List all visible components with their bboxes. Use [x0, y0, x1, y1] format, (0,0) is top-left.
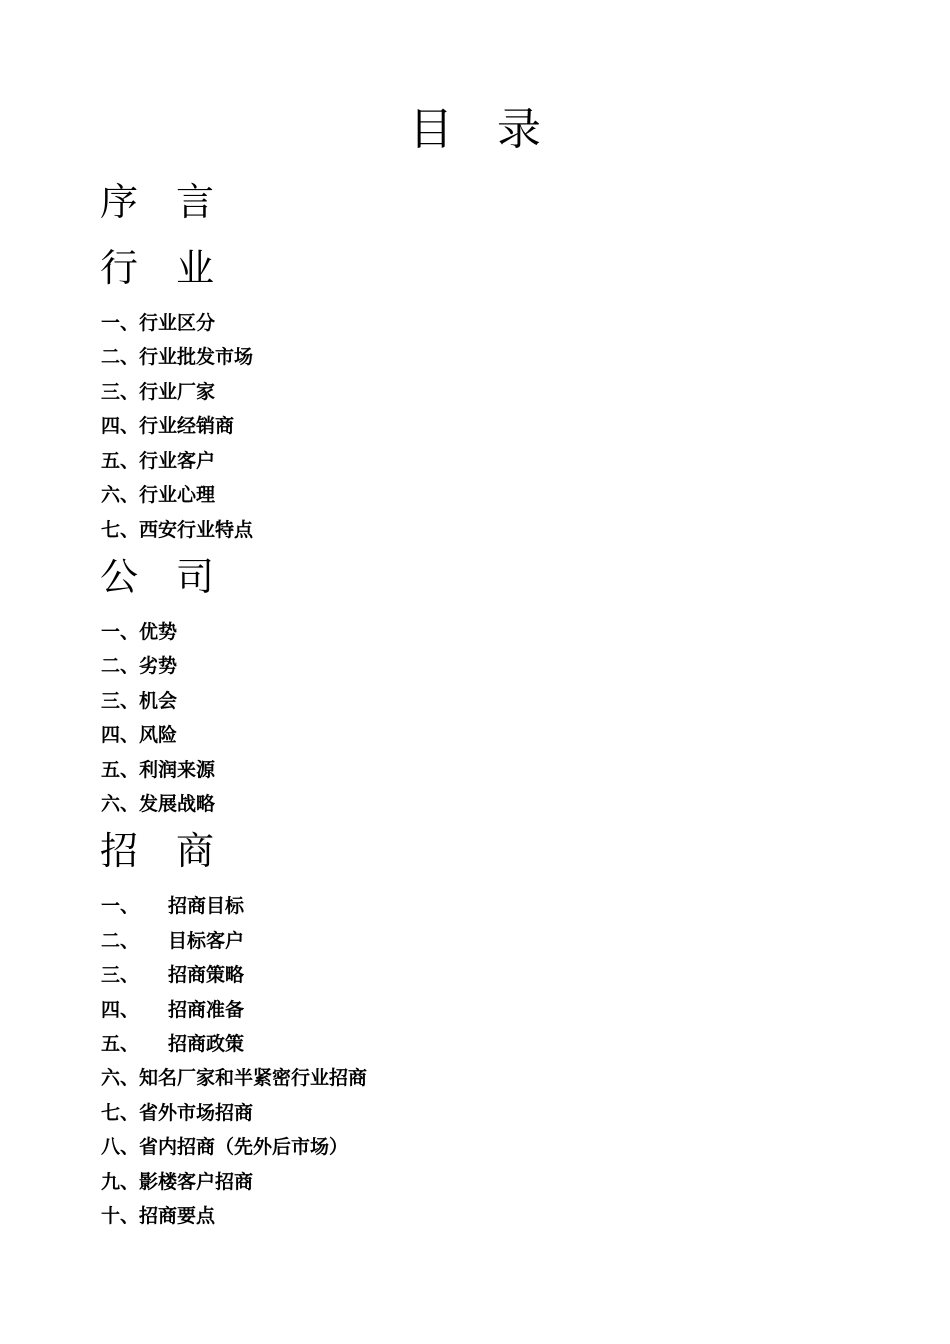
toc-item-number: 四、: [101, 999, 140, 1021]
toc-item-number: 五、: [101, 1033, 140, 1055]
toc-item: [101, 758, 215, 782]
toc-item-number: 三、: [101, 381, 140, 403]
toc-item-text: 行业心理: [139, 484, 216, 506]
toc-item-text: 招商政策: [168, 1033, 245, 1055]
toc-item-text: 影楼客户招商: [139, 1171, 254, 1193]
toc-item-number: 四、: [101, 415, 140, 437]
toc-item: [101, 345, 253, 369]
toc-item-number: 一、: [101, 895, 140, 917]
toc-item-number: 六、: [101, 793, 140, 815]
toc-item-text: 优势: [139, 621, 178, 643]
toc-item-text: 机会: [139, 690, 178, 712]
toc-item-number: 二、: [101, 346, 140, 368]
toc-item-number: 五、: [101, 759, 140, 781]
toc-item: [101, 620, 177, 644]
toc-item-text: 行业客户: [139, 450, 216, 472]
toc-item-number: 五、: [101, 450, 140, 472]
toc-item-text: 风险: [139, 724, 178, 746]
toc-item-number: 七、: [101, 1102, 140, 1124]
toc-item-number: 六、: [101, 1067, 140, 1089]
toc-item-text: 利润来源: [139, 759, 216, 781]
section-heading-company: 公 司: [100, 555, 215, 599]
toc-item: [101, 723, 177, 747]
section-heading-preface: 序 言: [100, 180, 215, 224]
toc-item: [101, 689, 177, 713]
toc-item-text: 省内招商（先外后市场）: [139, 1136, 349, 1158]
toc-item-text: 省外市场招商: [139, 1102, 254, 1124]
toc-item: [101, 792, 215, 816]
toc-item-number: 二、: [101, 930, 140, 952]
toc-item-number: 七、: [101, 519, 140, 541]
toc-item-text: 目标客户: [168, 930, 245, 952]
toc-item-text: 知名厂家和半紧密行业招商: [139, 1067, 368, 1089]
toc-item: [101, 1101, 253, 1125]
toc-item-text: 招商要点: [139, 1205, 216, 1227]
toc-item-text: 招商目标: [168, 895, 245, 917]
toc-item-number: 八、: [101, 1136, 140, 1158]
toc-item-text: 行业经销商: [139, 415, 235, 437]
toc-item: [101, 1135, 348, 1159]
toc-item: [101, 1066, 367, 1090]
section-heading-industry: 行 业: [100, 246, 215, 290]
toc-item: [101, 518, 253, 542]
toc-item: [101, 1170, 253, 1194]
toc-item-number: 六、: [101, 484, 140, 506]
toc-item-text: 招商准备: [168, 999, 245, 1021]
toc-item-text: 行业区分: [139, 312, 216, 334]
toc-item-text: 发展战略: [139, 793, 216, 815]
toc-item-number: 九、: [101, 1171, 140, 1193]
toc-item: [101, 894, 244, 918]
toc-item: [101, 998, 244, 1022]
toc-item: [101, 311, 215, 335]
toc-item-number: 四、: [101, 724, 140, 746]
toc-item: [101, 414, 234, 438]
page-title: 目 录: [409, 104, 541, 155]
toc-item-text: 行业批发市场: [139, 346, 254, 368]
toc-item-number: 一、: [101, 621, 140, 643]
section-heading-investment: 招 商: [100, 829, 215, 873]
toc-item: [101, 1032, 244, 1056]
toc-item: [101, 483, 215, 507]
toc-item: [101, 654, 177, 678]
toc-item-text: 西安行业特点: [139, 519, 254, 541]
toc-item: [101, 380, 215, 404]
toc-item: [101, 963, 244, 987]
toc-item-number: 十、: [101, 1205, 140, 1227]
toc-item-text: 行业厂家: [139, 381, 216, 403]
toc-item-number: 三、: [101, 964, 140, 986]
toc-item-text: 劣势: [139, 655, 178, 677]
toc-item: [101, 1204, 215, 1228]
toc-item-text: 招商策略: [168, 964, 245, 986]
toc-item-number: 三、: [101, 690, 140, 712]
toc-item: [101, 449, 215, 473]
toc-item-number: 一、: [101, 312, 140, 334]
toc-item-number: 二、: [101, 655, 140, 677]
toc-item: [101, 929, 244, 953]
